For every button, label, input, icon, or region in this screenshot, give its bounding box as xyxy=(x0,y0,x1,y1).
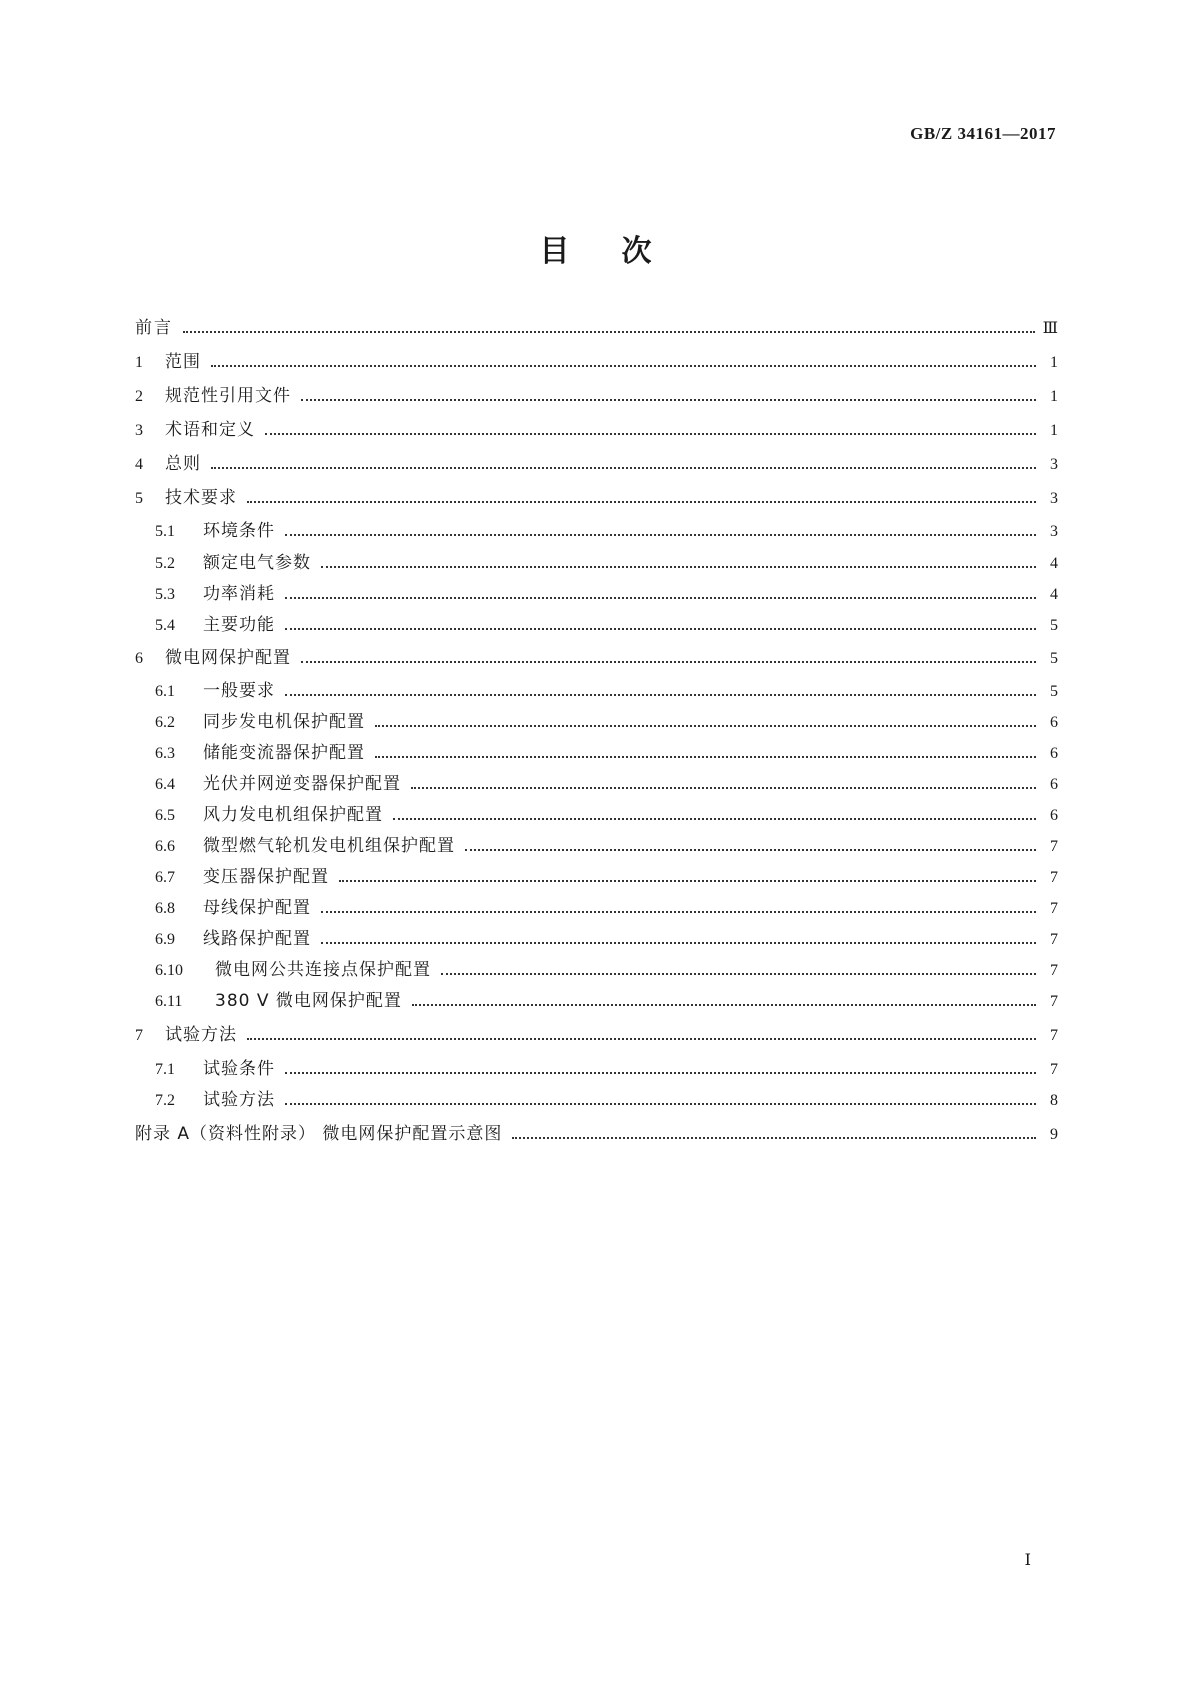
toc-entry-label: 附录 A（资料性附录） 微电网保护配置示意图 xyxy=(135,1124,503,1144)
toc-entry-number: 5.4 xyxy=(155,617,175,634)
toc-entry-page: Ⅲ xyxy=(1042,320,1058,337)
toc-entry-label: 额定电气参数 xyxy=(203,553,311,573)
toc-entry-2[interactable] xyxy=(135,385,1058,408)
toc-entry-page: 3 xyxy=(1050,523,1058,540)
toc-entry-label: 储能变流器保护配置 xyxy=(203,743,365,763)
toc-entry-page: 8 xyxy=(1050,1092,1058,1109)
toc-entry-page: 1 xyxy=(1050,354,1058,371)
toc-leader-dots xyxy=(247,1037,1036,1040)
toc-entry-number: 6.9 xyxy=(155,931,175,948)
toc-entry-number: 6.8 xyxy=(155,900,175,917)
toc-entry-5-3[interactable] xyxy=(155,583,1058,606)
toc-entry-number: 6.5 xyxy=(155,807,175,824)
toc-entry-label: 试验方法 xyxy=(203,1090,275,1110)
toc-leader-dots xyxy=(512,1136,1036,1139)
toc-entry-label: 功率消耗 xyxy=(203,584,275,604)
toc-leader-dots xyxy=(211,364,1036,367)
toc-entry-foreword[interactable] xyxy=(135,317,1058,340)
toc-entry-6-6[interactable] xyxy=(155,835,1058,858)
toc-entry-label: 主要功能 xyxy=(203,615,275,635)
toc-leader-dots xyxy=(393,817,1036,820)
toc-leader-dots xyxy=(321,910,1036,913)
toc-entry-label: 风力发电机组保护配置 xyxy=(203,805,383,825)
toc-leader-dots xyxy=(339,879,1036,882)
toc-entry-label: 技术要求 xyxy=(165,488,237,508)
toc-entry-number: 6.7 xyxy=(155,869,175,886)
toc-entry-page: 7 xyxy=(1050,1027,1058,1044)
toc-entry-4[interactable] xyxy=(135,453,1058,476)
toc-entry-page: 5 xyxy=(1050,617,1058,634)
toc-entry-page: 9 xyxy=(1050,1126,1058,1143)
toc-leader-dots xyxy=(465,848,1036,851)
toc-leader-dots xyxy=(247,500,1036,503)
toc-entry-label: 环境条件 xyxy=(203,521,275,541)
toc-leader-dots xyxy=(211,466,1036,469)
toc-entry-6-7[interactable] xyxy=(155,866,1058,889)
toc-entry-7-1[interactable] xyxy=(155,1058,1058,1081)
toc-entry-page: 6 xyxy=(1050,776,1058,793)
toc-entry-page: 7 xyxy=(1050,838,1058,855)
toc-leader-dots xyxy=(183,330,1035,333)
toc-entry-6-11[interactable] xyxy=(155,990,1058,1013)
toc-entry-page: 7 xyxy=(1050,900,1058,917)
toc-entry-label: 微电网保护配置 xyxy=(165,648,291,668)
toc-entry-number: 6.2 xyxy=(155,714,175,731)
toc-leader-dots xyxy=(412,1003,1036,1006)
toc-entry-label: 一般要求 xyxy=(203,681,275,701)
toc-leader-dots xyxy=(441,972,1036,975)
toc-entry-label: 线路保护配置 xyxy=(203,929,311,949)
toc-entry-number: 6.3 xyxy=(155,745,175,762)
toc-entry-page: 3 xyxy=(1050,456,1058,473)
toc-entry-number: 6.6 xyxy=(155,838,175,855)
toc-leader-dots xyxy=(411,786,1036,789)
toc-leader-dots xyxy=(301,398,1036,401)
toc-entry-page: 7 xyxy=(1050,993,1058,1010)
toc-entry-7-2[interactable] xyxy=(155,1089,1058,1112)
toc-entry-number: 6 xyxy=(135,650,143,667)
toc-leader-dots xyxy=(285,693,1036,696)
toc-entry-number: 7 xyxy=(135,1027,143,1044)
toc-entry-page: 1 xyxy=(1050,422,1058,439)
toc-entry-6-2[interactable] xyxy=(155,711,1058,734)
toc-entry-page: 4 xyxy=(1050,586,1058,603)
toc-leader-dots xyxy=(285,596,1036,599)
toc-entry-label: 总则 xyxy=(165,454,201,474)
toc-entry-5-1[interactable] xyxy=(155,520,1058,543)
toc-entry-number: 5.1 xyxy=(155,523,175,540)
toc-entry-page: 6 xyxy=(1050,807,1058,824)
toc-entry-6-10[interactable] xyxy=(155,959,1058,982)
toc-leader-dots xyxy=(375,724,1036,727)
toc-entry-label: 母线保护配置 xyxy=(203,898,311,918)
toc-entry-6-8[interactable] xyxy=(155,897,1058,920)
toc-entry-number: 2 xyxy=(135,388,143,405)
toc-entry-page: 5 xyxy=(1050,683,1058,700)
toc-entry-number: 5 xyxy=(135,490,143,507)
toc-entry-number: 1 xyxy=(135,354,143,371)
toc-entry-page: 7 xyxy=(1050,931,1058,948)
toc-entry-number: 4 xyxy=(135,456,143,473)
toc-entry-page: 4 xyxy=(1050,555,1058,572)
toc-entry-page: 6 xyxy=(1050,745,1058,762)
toc-entry-label: 变压器保护配置 xyxy=(203,867,329,887)
toc-entry-number: 7.1 xyxy=(155,1061,175,1078)
toc-entry-label: 规范性引用文件 xyxy=(165,386,291,406)
toc-entry-3[interactable] xyxy=(135,419,1058,442)
toc-leader-dots xyxy=(301,660,1036,663)
toc-entry-label: 380 V 微电网保护配置 xyxy=(215,991,402,1011)
toc-entry-label: 试验方法 xyxy=(165,1025,237,1045)
toc-entry-number: 7.2 xyxy=(155,1092,175,1109)
toc-entry-1[interactable] xyxy=(135,351,1058,374)
toc-entry-page: 6 xyxy=(1050,714,1058,731)
toc-entry-number: 6.1 xyxy=(155,683,175,700)
toc-entry-number: 5.2 xyxy=(155,555,175,572)
toc-entry-page: 3 xyxy=(1050,490,1058,507)
toc-entry-number: 6.4 xyxy=(155,776,175,793)
toc-entry-6-3[interactable] xyxy=(155,742,1058,765)
toc-entry-number: 6.11 xyxy=(155,993,183,1010)
toc-entry-label: 微电网公共连接点保护配置 xyxy=(215,960,431,980)
toc-leader-dots xyxy=(265,432,1036,435)
toc-entry-page: 1 xyxy=(1050,388,1058,405)
toc-entry-label: 范围 xyxy=(165,352,201,372)
toc-entry-6-5[interactable] xyxy=(155,804,1058,827)
toc-entry-label: 微型燃气轮机发电机组保护配置 xyxy=(203,836,455,856)
toc-entry-5-4[interactable] xyxy=(155,614,1058,637)
page-number: Ⅰ xyxy=(1024,1552,1031,1569)
toc-entry-label: 试验条件 xyxy=(203,1059,275,1079)
toc-entry-number: 5.3 xyxy=(155,586,175,603)
toc-entry-label: 前言 xyxy=(135,318,173,338)
toc-leader-dots xyxy=(375,755,1036,758)
toc-entry-5-2[interactable] xyxy=(155,552,1058,575)
toc-entry-number: 3 xyxy=(135,422,143,439)
document-code: GB/Z 34161—2017 xyxy=(910,124,1056,143)
toc-entry-page: 7 xyxy=(1050,1061,1058,1078)
toc-entry-6-9[interactable] xyxy=(155,928,1058,951)
toc-entry-page: 7 xyxy=(1050,962,1058,979)
toc-leader-dots xyxy=(285,533,1036,536)
toc-entry-annex-a[interactable] xyxy=(135,1123,1058,1146)
toc-entry-6-1[interactable] xyxy=(155,680,1058,703)
toc-entry-6[interactable] xyxy=(135,647,1058,670)
toc-entry-5[interactable] xyxy=(135,487,1058,510)
toc-leader-dots xyxy=(285,627,1036,630)
toc-entry-6-4[interactable] xyxy=(155,773,1058,796)
page-title: 目次 xyxy=(539,234,704,269)
toc-entry-label: 光伏并网逆变器保护配置 xyxy=(203,774,401,794)
toc-leader-dots xyxy=(285,1071,1036,1074)
toc-entry-7[interactable] xyxy=(135,1024,1058,1047)
toc-leader-dots xyxy=(285,1102,1036,1105)
toc-entry-page: 5 xyxy=(1050,650,1058,667)
toc-entry-label: 术语和定义 xyxy=(165,420,255,440)
toc-leader-dots xyxy=(321,941,1036,944)
toc-leader-dots xyxy=(321,565,1036,568)
toc-entry-number: 6.10 xyxy=(155,962,183,979)
toc-entry-label: 同步发电机保护配置 xyxy=(203,712,365,732)
toc-entry-page: 7 xyxy=(1050,869,1058,886)
